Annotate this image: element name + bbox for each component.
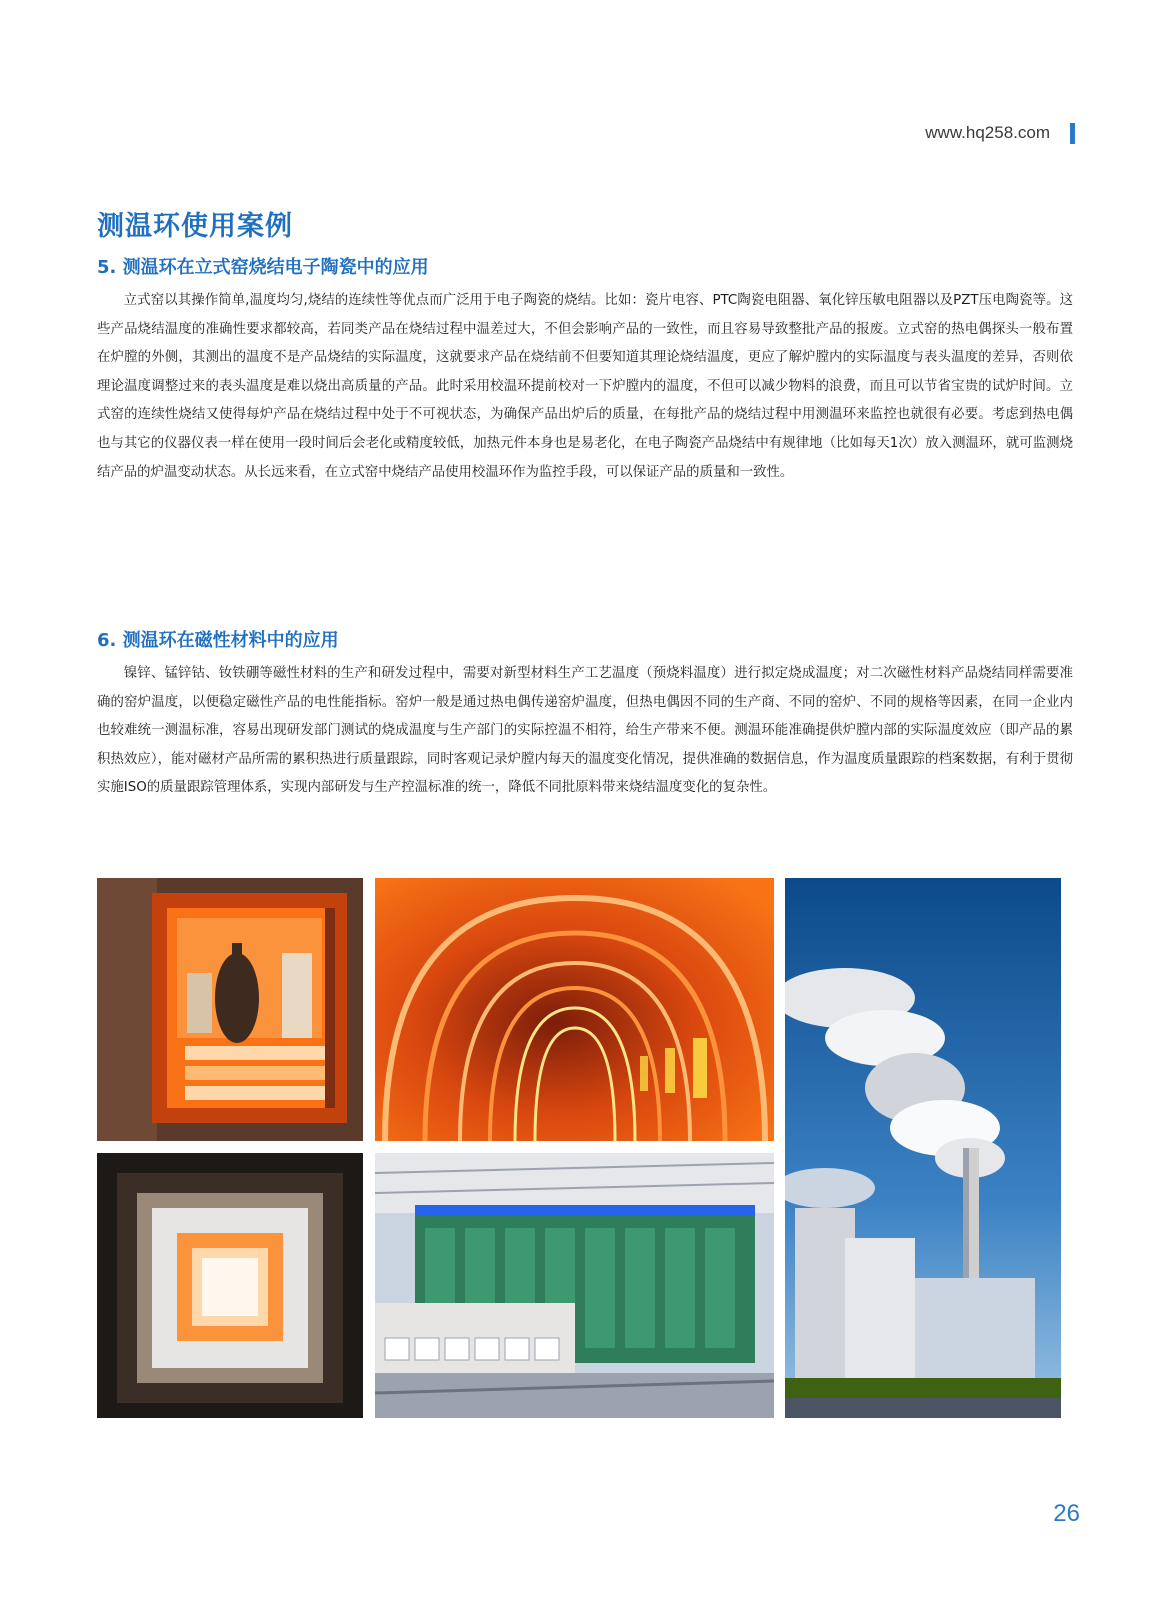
site-url[interactable]: www.hq258.com xyxy=(925,123,1050,142)
header-accent-bar xyxy=(1070,123,1075,144)
page-title: 测温环使用案例 xyxy=(97,211,293,242)
section-heading-5: 5. 测温环在立式窑烧结电子陶瓷中的应用 xyxy=(97,257,429,278)
section-body-6: 镍锌、锰锌钴、钕铁硼等磁性材料的生产和研发过程中，需要对新型材料生产工艺温度（预烧料温度）进行拟定烧成温度；对二次磁性材料产品烧结同样需要准确的窑炉温度，以便稳定磁性产品的电性能指标。窑炉一般是通过热电偶传递窑炉温度，但热电偶因不同的生产商、不同的窑炉、不同的规格等因素，在同一企业内也较难统一测温标准，容易出现研发部门测试的烧成温度与生产部门的实际控温不相符，给生产带来不便。测温环能准确提供炉膛内部的实际温度效应（即产品的累积热效应），能对磁材产品所需的累积热进行质量跟踪，同时客观记录炉膛内每天的温度变化情况，提供准确的数据信息，作为温度质量跟踪的档案数据，有利于贯彻实施ISO的质量跟踪管理体系，实现内部研发与生产控温标准的统一，降低不同批原料带来烧结温度变化的复杂性。 xyxy=(97,666,1073,796)
photo-industrial-kiln-line xyxy=(375,1153,774,1418)
photo-kiln-vases xyxy=(97,878,363,1141)
page-number: 26 xyxy=(1053,1500,1080,1527)
section-heading-6: 6. 测温环在磁性材料中的应用 xyxy=(97,630,339,651)
section-body-5: 立式窑以其操作简单,温度均匀,烧结的连续性等优点而广泛用于电子陶瓷的烧结。比如：瓷片电容、PTC陶瓷电阻器、氧化锌压敏电阻器以及PZT压电陶瓷等。这些产品烧结温度的准确性要求都较高，若同类产品在烧结过程中温差过大，不但会影响产品的一致性，而且容易导致整批产品的报废。立式窑的热电偶探头一般布置在炉膛的外侧，其测出的温度不是产品烧结的实际温度，这就要求产品在烧结前不但要知道其理论烧结温度，更应了解炉膛内的实际温度与表头温度的差异，否则依理论温度调整过来的表头温度是难以烧出高质量的产品。此时采用校温环提前校对一下炉膛内的温度，不但可以减少物料的浪费，而且可以节省宝贵的试炉时间。立式窑的连续性烧结又使得每炉产品在烧结过程中处于不可视状态，为确保产品出炉后的质量，在每批产品的烧结过程中用测温环来监控也就很有必要。考虑到热电偶也与其它的仪器仪表一样在使用一段时间后会老化或精度较低，加热元件本身也是易老化，在电子陶瓷产品烧结中有规律地（比如每天1次）放入测温环，就可监测烧结产品的炉温变动状态。从长远来看，在立式窑中烧结产品使用校温环作为监控手段，可以保证产品的质量和一致性。 xyxy=(97,293,1073,480)
photo-furnace-opening xyxy=(97,1153,363,1418)
photo-tunnel-kiln xyxy=(375,878,774,1141)
photo-power-plant xyxy=(785,878,1061,1418)
